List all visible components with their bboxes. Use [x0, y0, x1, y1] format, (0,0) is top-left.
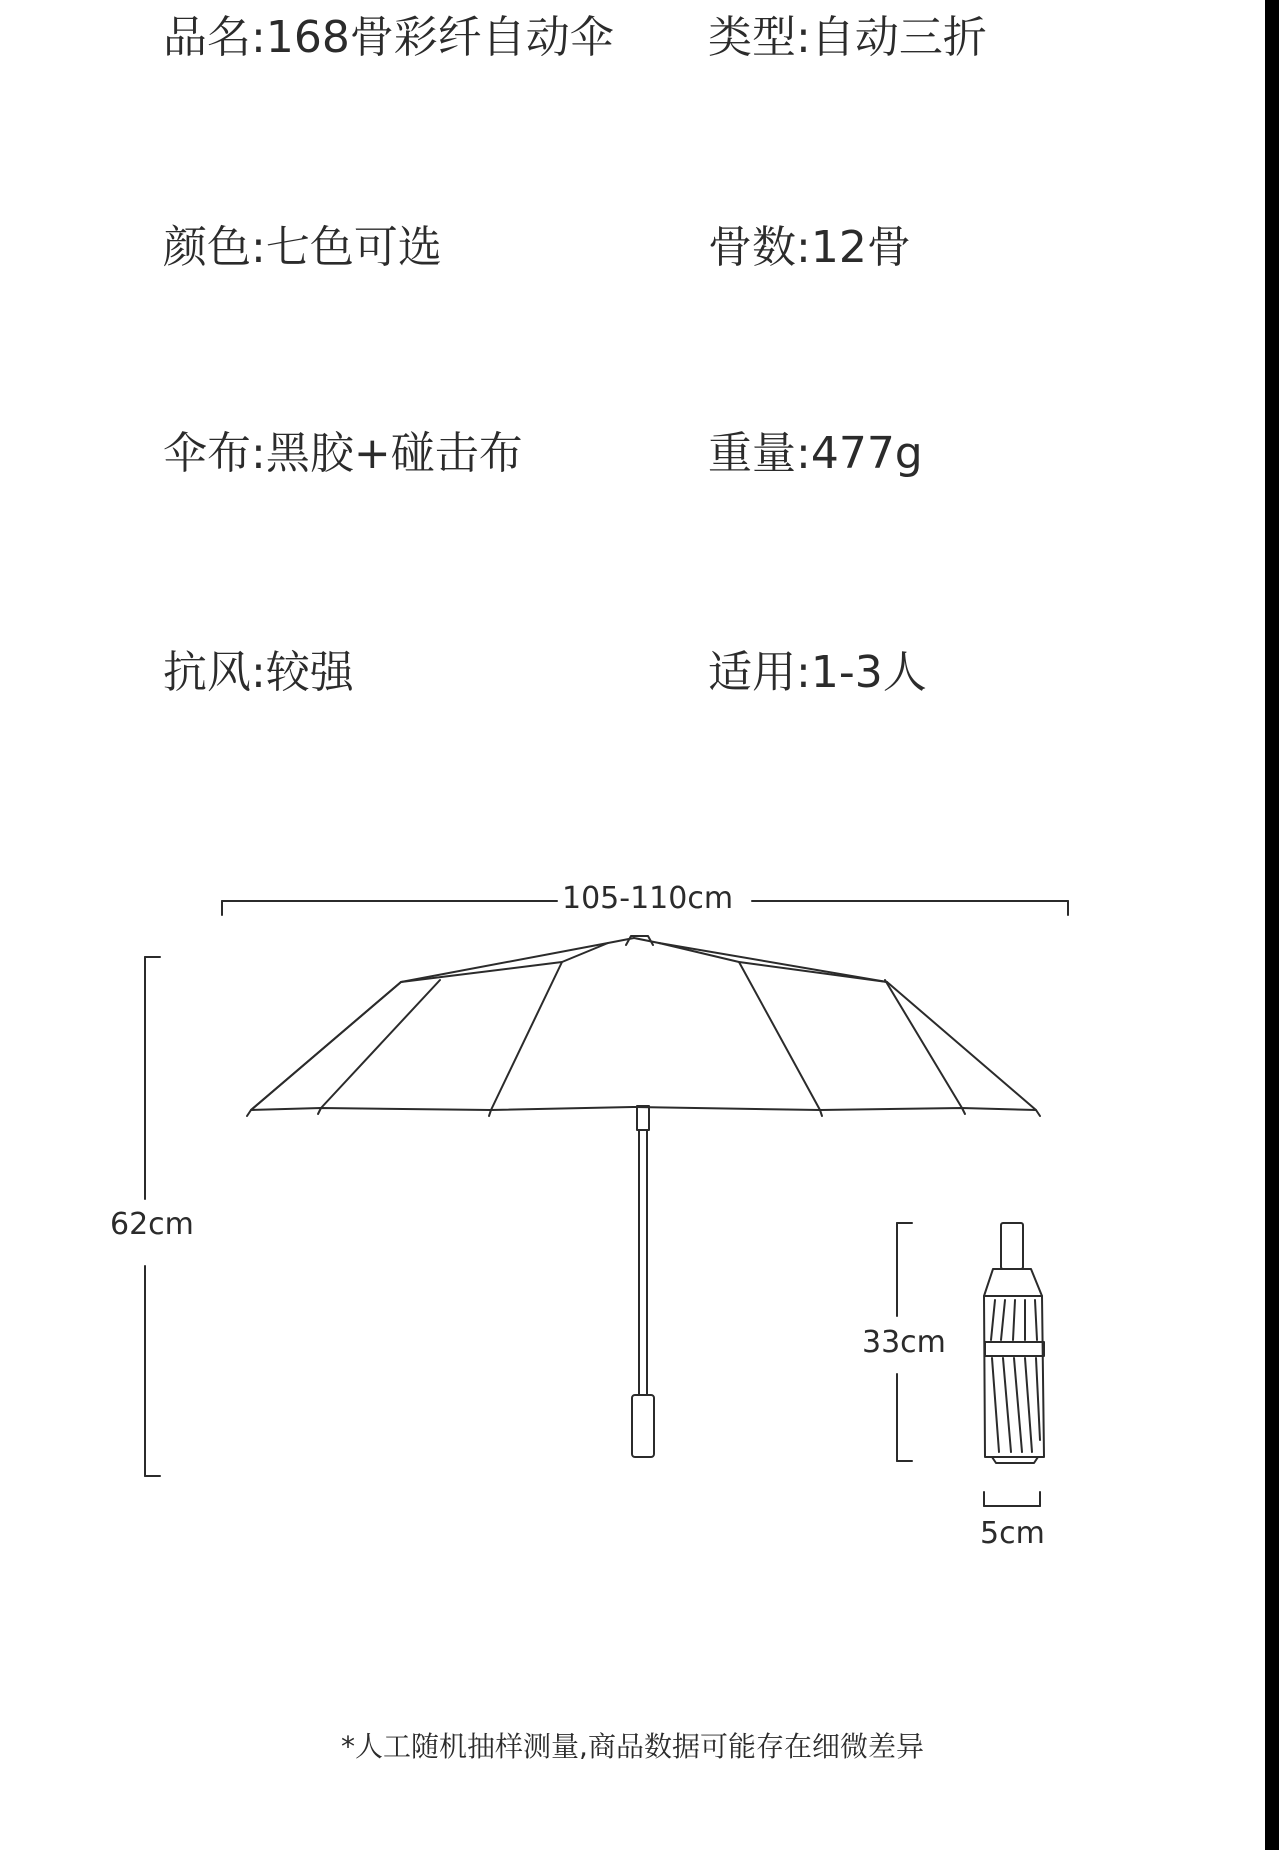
spec-label: 骨数:: [708, 222, 811, 273]
spec-label: 适用:: [708, 647, 811, 698]
canopy-panel-left-mid: [491, 962, 562, 1110]
canopy-panel-right-inner: [885, 980, 962, 1108]
spec-value: 12骨: [810, 222, 911, 273]
folded-diameter-label: 5cm: [980, 1516, 1045, 1551]
spec-label: 类型:: [708, 12, 811, 63]
open-umbrella: [247, 936, 1040, 1457]
spec-value: 168骨彩纤自动伞: [265, 12, 614, 63]
spec-label: 伞布:: [163, 428, 266, 479]
spec-value: 较强: [265, 647, 354, 698]
open-width-label: 105-110cm: [558, 884, 737, 914]
spec-value: 黑胶+碰击布: [265, 428, 523, 479]
canopy-outline: [251, 938, 1036, 1110]
spec-value: 477g: [810, 428, 923, 479]
open-height-label: 62cm: [110, 1202, 194, 1248]
folded-handle: [1001, 1223, 1023, 1269]
folded-diameter-dimension-line: [984, 1492, 1040, 1506]
spec-label: 重量:: [708, 428, 811, 479]
spec-label: 品名:: [163, 12, 266, 63]
spec-label: 抗风:: [163, 647, 266, 698]
canopy-panel-right-mid: [739, 962, 820, 1110]
folded-strap: [985, 1342, 1044, 1356]
handle: [632, 1395, 654, 1457]
shaft-lower: [639, 1130, 647, 1395]
measurement-footnote: *人工随机抽样测量,商品数据可能存在细微差异: [341, 1730, 924, 1763]
folded-length-label: 33cm: [862, 1325, 946, 1360]
spec-value: 1-3人: [810, 647, 927, 698]
shaft-upper: [637, 1106, 649, 1130]
folded-umbrella: [984, 1223, 1044, 1463]
spec-label: 颜色:: [163, 222, 266, 273]
spec-value: 自动三折: [810, 12, 987, 63]
spec-value: 七色可选: [265, 222, 442, 273]
